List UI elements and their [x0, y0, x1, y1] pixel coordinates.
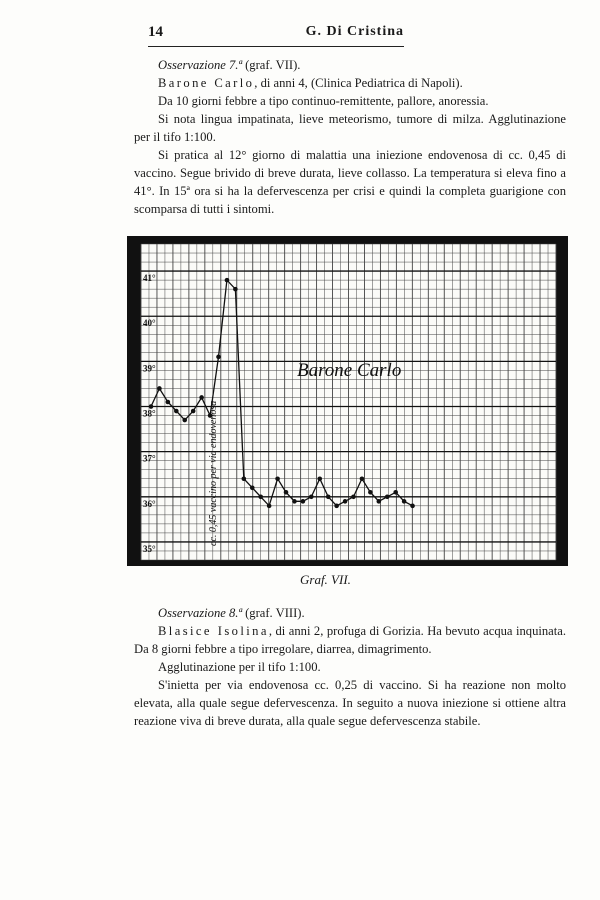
temperature-point [166, 400, 171, 405]
temperature-chart [127, 236, 568, 566]
temperature-point [216, 355, 221, 360]
observation-8 [134, 604, 566, 730]
y-tick-label: 36° [143, 498, 156, 509]
temperature-point [242, 476, 247, 481]
temperature-point [174, 409, 179, 414]
figure-caption: Graf. VII. [300, 572, 351, 587]
y-tick-label: 41° [143, 273, 156, 284]
observation-7-patient [134, 74, 566, 92]
observation-8-label: Osservazione 8.ª [158, 606, 242, 620]
running-header [148, 24, 404, 47]
y-tick-label: 35° [143, 543, 156, 554]
temperature-point [360, 476, 365, 481]
temperature-point [157, 386, 162, 391]
y-tick-label: 37° [143, 453, 156, 464]
temperature-point [182, 418, 187, 423]
temperature-point [191, 409, 196, 414]
temperature-point [334, 504, 339, 509]
paragraph: Si pratica al 12° giorno di malattia una iniezione endovenosa di cc. 0,45 di vaccino. Segue brivido di breve durata, lieve collasso. La temperatura si eleva fino a 41°. In 15ª ora si ha la defervescenza per crisi e quindi la completa guarigione con scomparsa di tutti i sintomi. [134, 148, 566, 216]
observation-8-heading [134, 604, 566, 622]
patient-name: Blasice Isolina [158, 624, 269, 638]
patient-details: , di anni 2, profuga di Gorizia. Ha bevuto acqua inquinata. Da 8 giorni febbre a tipo irregolare, diarrea, dimagrimento. [134, 624, 567, 656]
paragraph: Agglutinazione per il tifo 1:100. [158, 660, 321, 674]
observation-8-ref: (graf. VIII). [245, 606, 305, 620]
temperature-point [410, 504, 415, 509]
patient-name: Barone Carlo [158, 76, 255, 90]
temperature-point [368, 490, 373, 495]
temperature-point [275, 476, 280, 481]
temperature-point [393, 490, 398, 495]
paragraph: Da 10 giorni febbre a tipo continuo-remittente, pallore, anoressia. [158, 94, 489, 108]
temperature-point [377, 499, 382, 504]
running-title: G. Di Cristina [305, 24, 404, 39]
handwritten-name-label: Barone Carlo [297, 360, 402, 381]
temperature-point [402, 499, 407, 504]
temperature-point [351, 495, 356, 500]
temperature-point [199, 395, 204, 400]
temperature-point [317, 476, 322, 481]
patient-details: , di anni 4, (Clinica Pediatrica di Napoli). [254, 76, 463, 90]
temperature-point [343, 499, 348, 504]
temperature-point [258, 495, 263, 500]
temperature-point [292, 499, 297, 504]
temperature-point [385, 495, 390, 500]
observation-7-label: Osservazione 7.ª [158, 58, 242, 72]
temperature-point [267, 504, 272, 509]
observation-7 [134, 56, 566, 218]
observation-7-heading [134, 56, 566, 74]
y-tick-label: 40° [143, 318, 156, 329]
temperature-point [301, 499, 306, 504]
temperature-point [250, 485, 255, 490]
paragraph: S'inietta per via endovenosa cc. 0,25 di vaccino. Si ha reazione non molto elevata, alla quale segue defervescenza. In seguito a nuova iniezione si ottiene altra reazione viva di breve durata, alla quale segue defervescenza stabile. [134, 678, 566, 728]
paragraph: Si nota lingua impatinata, lieve meteorismo, tumore di milza. Agglutinazione per il tifo 1:100. [134, 112, 566, 144]
y-tick-label: 39° [143, 363, 156, 374]
temperature-chart-svg [127, 236, 568, 566]
y-tick-label: 38° [143, 408, 156, 419]
temperature-point [225, 278, 230, 283]
temperature-point [149, 404, 154, 409]
temperature-point [284, 490, 289, 495]
temperature-point [309, 495, 314, 500]
temperature-point [233, 287, 238, 292]
injection-annotation: cc. 0,45 vaccino per via endovenosa [208, 400, 219, 546]
temperature-point [326, 495, 331, 500]
page-number: 14 [148, 24, 163, 40]
observation-8-patient [134, 622, 566, 658]
observation-7-ref: (graf. VII). [245, 58, 301, 72]
